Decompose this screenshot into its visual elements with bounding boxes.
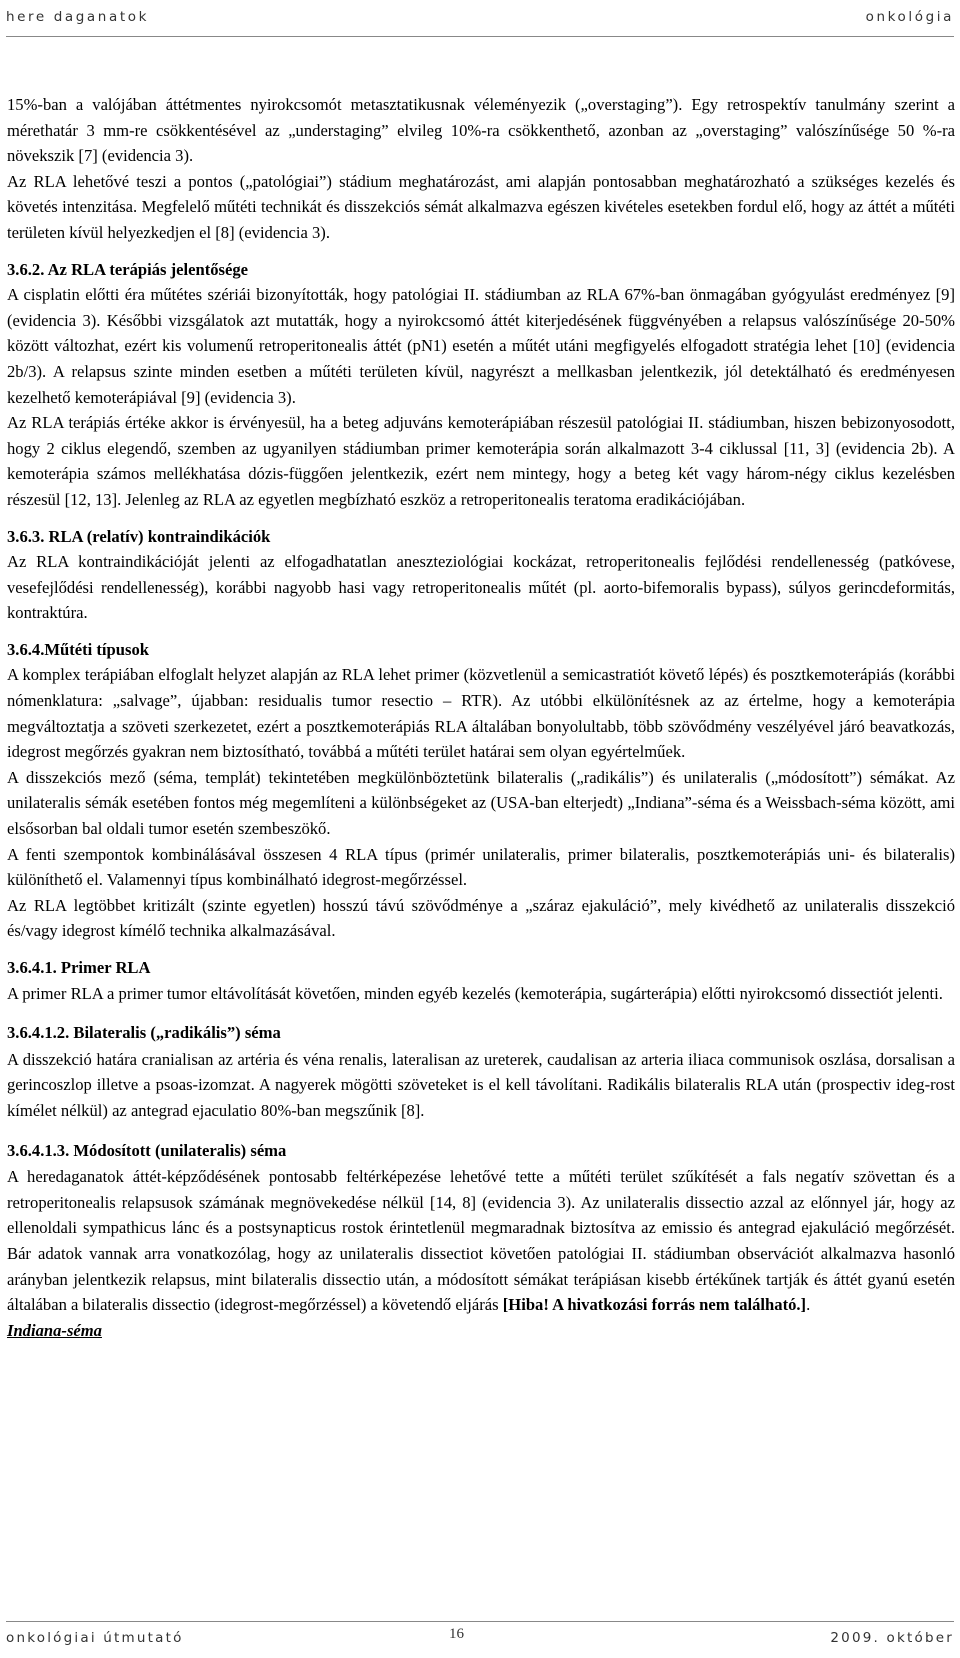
paragraph: A disszekció határa cranialisan az artéria és véna renalis, lateralisan az ureterek, caudalisan az arteria iliaca communisok oszlása, dorsalisan a gerincoszlop illetve a psoas-izomzat. A nagyerek mögötti szöveteket is el kell távolítani. Radikális bilateralis RLA után (prospectiv ideg-rost kímélet nélkül) az antegrad ejaculatio 80%-ban megszűnik [8]. (7, 1049, 955, 1120)
paragraph: A cisplatin előtti éra műtétes szériái bizonyították, hogy patológiai II. stádiumban az RLA 67%-ban önmagában gyógyulást eredményez [9] (evidencia 3). Későbbi vizsgálatok azt mutatták, hogy a nyirokcsomó áttét kiterjedésének függvényében a relapsus valószínűsége 20-50% között változhat, ezért kis volumenű retroperitonealis áttét (pN1) esetén a műtét utáni megfigyelés elfogadott stratégia lehet [10] (evidencia 2b/3). A relapsus szinte minden esetben a műtéti területen kívül, nagyrészt a mellkasban jelentkezik, jól detektálható és eredményesen kezelhető kemoterápiával [9] (evidencia 3). (7, 285, 955, 407)
paragraph: 15%-ban a valójában áttétmentes nyirokcsomót metasztatikusnak véleményezik („overstaging”). Egy retrospektív tanulmány szerint a mérethatár 3 mm-re csökkentésével az „understaging” elvileg 10%-ra csökkenthető, azonban az „overstaging” valószínűsége 50 %-ra növekszik [7] (evidencia 3). (7, 95, 955, 166)
section-heading: 3.6.4.1.3. Módosított (unilateralis) séma (7, 1140, 287, 1160)
footer-right: 2009. október (830, 1630, 954, 1646)
footer-left: onkológiai útmutató (6, 1630, 184, 1646)
section-heading: 3.6.2. Az RLA terápiás jelentősége (7, 259, 249, 279)
paragraph (7, 1164, 955, 1318)
section-heading: 3.6.4.1.2. Bilateralis („radikális”) séma (7, 1023, 281, 1043)
paragraph-text: A heredaganatok áttét-képződésének pontosabb feltérképezése lehetővé tette a műtéti terület szűkítését a fals negatív szövettan és a retroperitonealis relapsusok számának megnövekedése nélkül [14, 8] (evidencia 3). Az unilateralis dissectio azzal az előnnyel jár, hogy az ellenoldali sympathicus lánc és a postsynapticus rostok érintetlenül megmaradnak biztosítva az emissio és antegrad ejakuláció megőrzését. Bár adatok vannak arra vonatkozólag, hogy az unilateralis dissectiot követően patológiai II. stádiumban observációt alkalmazva hasonló arányban jelentkezik relapsus, mint bilateralis dissectio után, a módosított sémákat terápiásan kisebb értékűnek tartják és áttét gyanú esetén általában a bilateralis dissectio (idegrost-megőrzéssel) a követendő eljárás (7, 1167, 955, 1315)
paragraph: A primer RLA a primer tumor eltávolítását követően, minden egyéb kezelés (kemoterápia, sugárterápia) előtti nyirokcsomó dissectiót jelenti. (7, 983, 943, 1003)
paragraph: Az RLA legtöbbet kritizált (szinte egyetlen) hosszú távú szövődménye a „száraz ejakuláció”, mely kivédhető az unilateralis disszekció és/vagy idegrost kímélő technika alkalmazásával. (7, 895, 955, 941)
page-footer (6, 1621, 954, 1650)
page-number: 16 (449, 1626, 464, 1642)
paragraph: A disszekciós mező (séma, templát) tekintetében megkülönböztetünk bilateralis („radikális”) és unilateralis („módosított”) sémákat. Az unilateralis sémák esetében fontos még megemlíteni a különbségeket az (USA-ban elterjedt) „Indiana”-séma és a Weissbach-séma között, ami elsősorban bal oldali tumor esetén szembeszökő. (7, 767, 955, 839)
page-content (7, 92, 955, 1343)
subheading-indiana: Indiana-séma (7, 1320, 102, 1340)
reference-error: [Hiba! A hivatkozási forrás nem található.] (502, 1295, 807, 1315)
section-heading: 3.6.4.1. Primer RLA (7, 958, 151, 977)
header-right: onkológia (865, 9, 954, 25)
section-heading: 3.6.4.Műtéti típusok (7, 639, 149, 659)
paragraph-end: . (806, 1295, 811, 1315)
section-heading: 3.6.3. RLA (relatív) kontraindikációk (7, 526, 271, 546)
paragraph: A komplex terápiában elfoglalt helyzet alapján az RLA lehet primer (közvetlenül a semicastratiót követő lépés) és posztkemoterápiás (korábbi nómenklatura: „salvage”, újabban: residualis tumor resectio – RTR). Az utóbbi elkülönítésnek az az értelme, hogy a kemoterápia megváltoztatja a szöveti szerkezetet, ezért a posztkemoterápiás RLA általában bonyolultabb, több szövődmény veszélyével járó beavatkozás, idegrost megőrzés gyakran nem biztosítható, továbbá a műtéti terület határai sem olyan egyértelműek. (7, 665, 955, 762)
paragraph: Az RLA kontraindikációját jelenti az elfogadhatatlan aneszteziológiai kockázat, retroperitonealis fejlődési rendellenesség (patkóvese, vesefejlődési rendellenesség), korábbi nagyobb hasi vagy retroperitonealis műtét (pl. aorto-bifemoralis bypass), súlyos gerincdeformitás, kontraktúra. (7, 552, 955, 623)
header-left: here daganatok (6, 9, 149, 25)
paragraph: A fenti szempontok kombinálásával összesen 4 RLA típus (primér unilateralis, primer bilateralis, posztkemoterápiás uni- és bilateralis) különíthető el. Valamennyi típus kombinálható idegrost-megőrzéssel. (7, 844, 955, 890)
paragraph: Az RLA terápiás értéke akkor is érvényesül, ha a beteg adjuváns kemoterápiában részesül patológiai II. stádiumban, hiszen bebizonyosodott, hogy 2 ciklus elegendő, szemben az ugyanilyen stádiumban primer kemoterápia során alkalmazott 3-4 ciklussal [11, 3] (evidencia 2b). A kemoterápia számos mellékhatása dózis-függően jelentkezik, ezért nem mintegy, hogy a beteg két vagy három-négy ciklus kezelésben részesül [12, 13]. Jelenleg az RLA az egyetlen megbízható eszköz a retroperitonealis teratoma eradikációjában. (7, 413, 955, 509)
page-header (6, 8, 954, 37)
paragraph: Az RLA lehetővé teszi a pontos („patológiai”) stádium meghatározást, ami alapján pontosabban meghatározható a szükséges kezelés és követés intenzitása. Megfelelő műtéti technikát és disszekciós sémát alkalmazva egészen kivételes esetekben fordul elő, hogy az áttét a műtéti területen kívül helyezkedjen el [8] (evidencia 3). (7, 171, 955, 242)
